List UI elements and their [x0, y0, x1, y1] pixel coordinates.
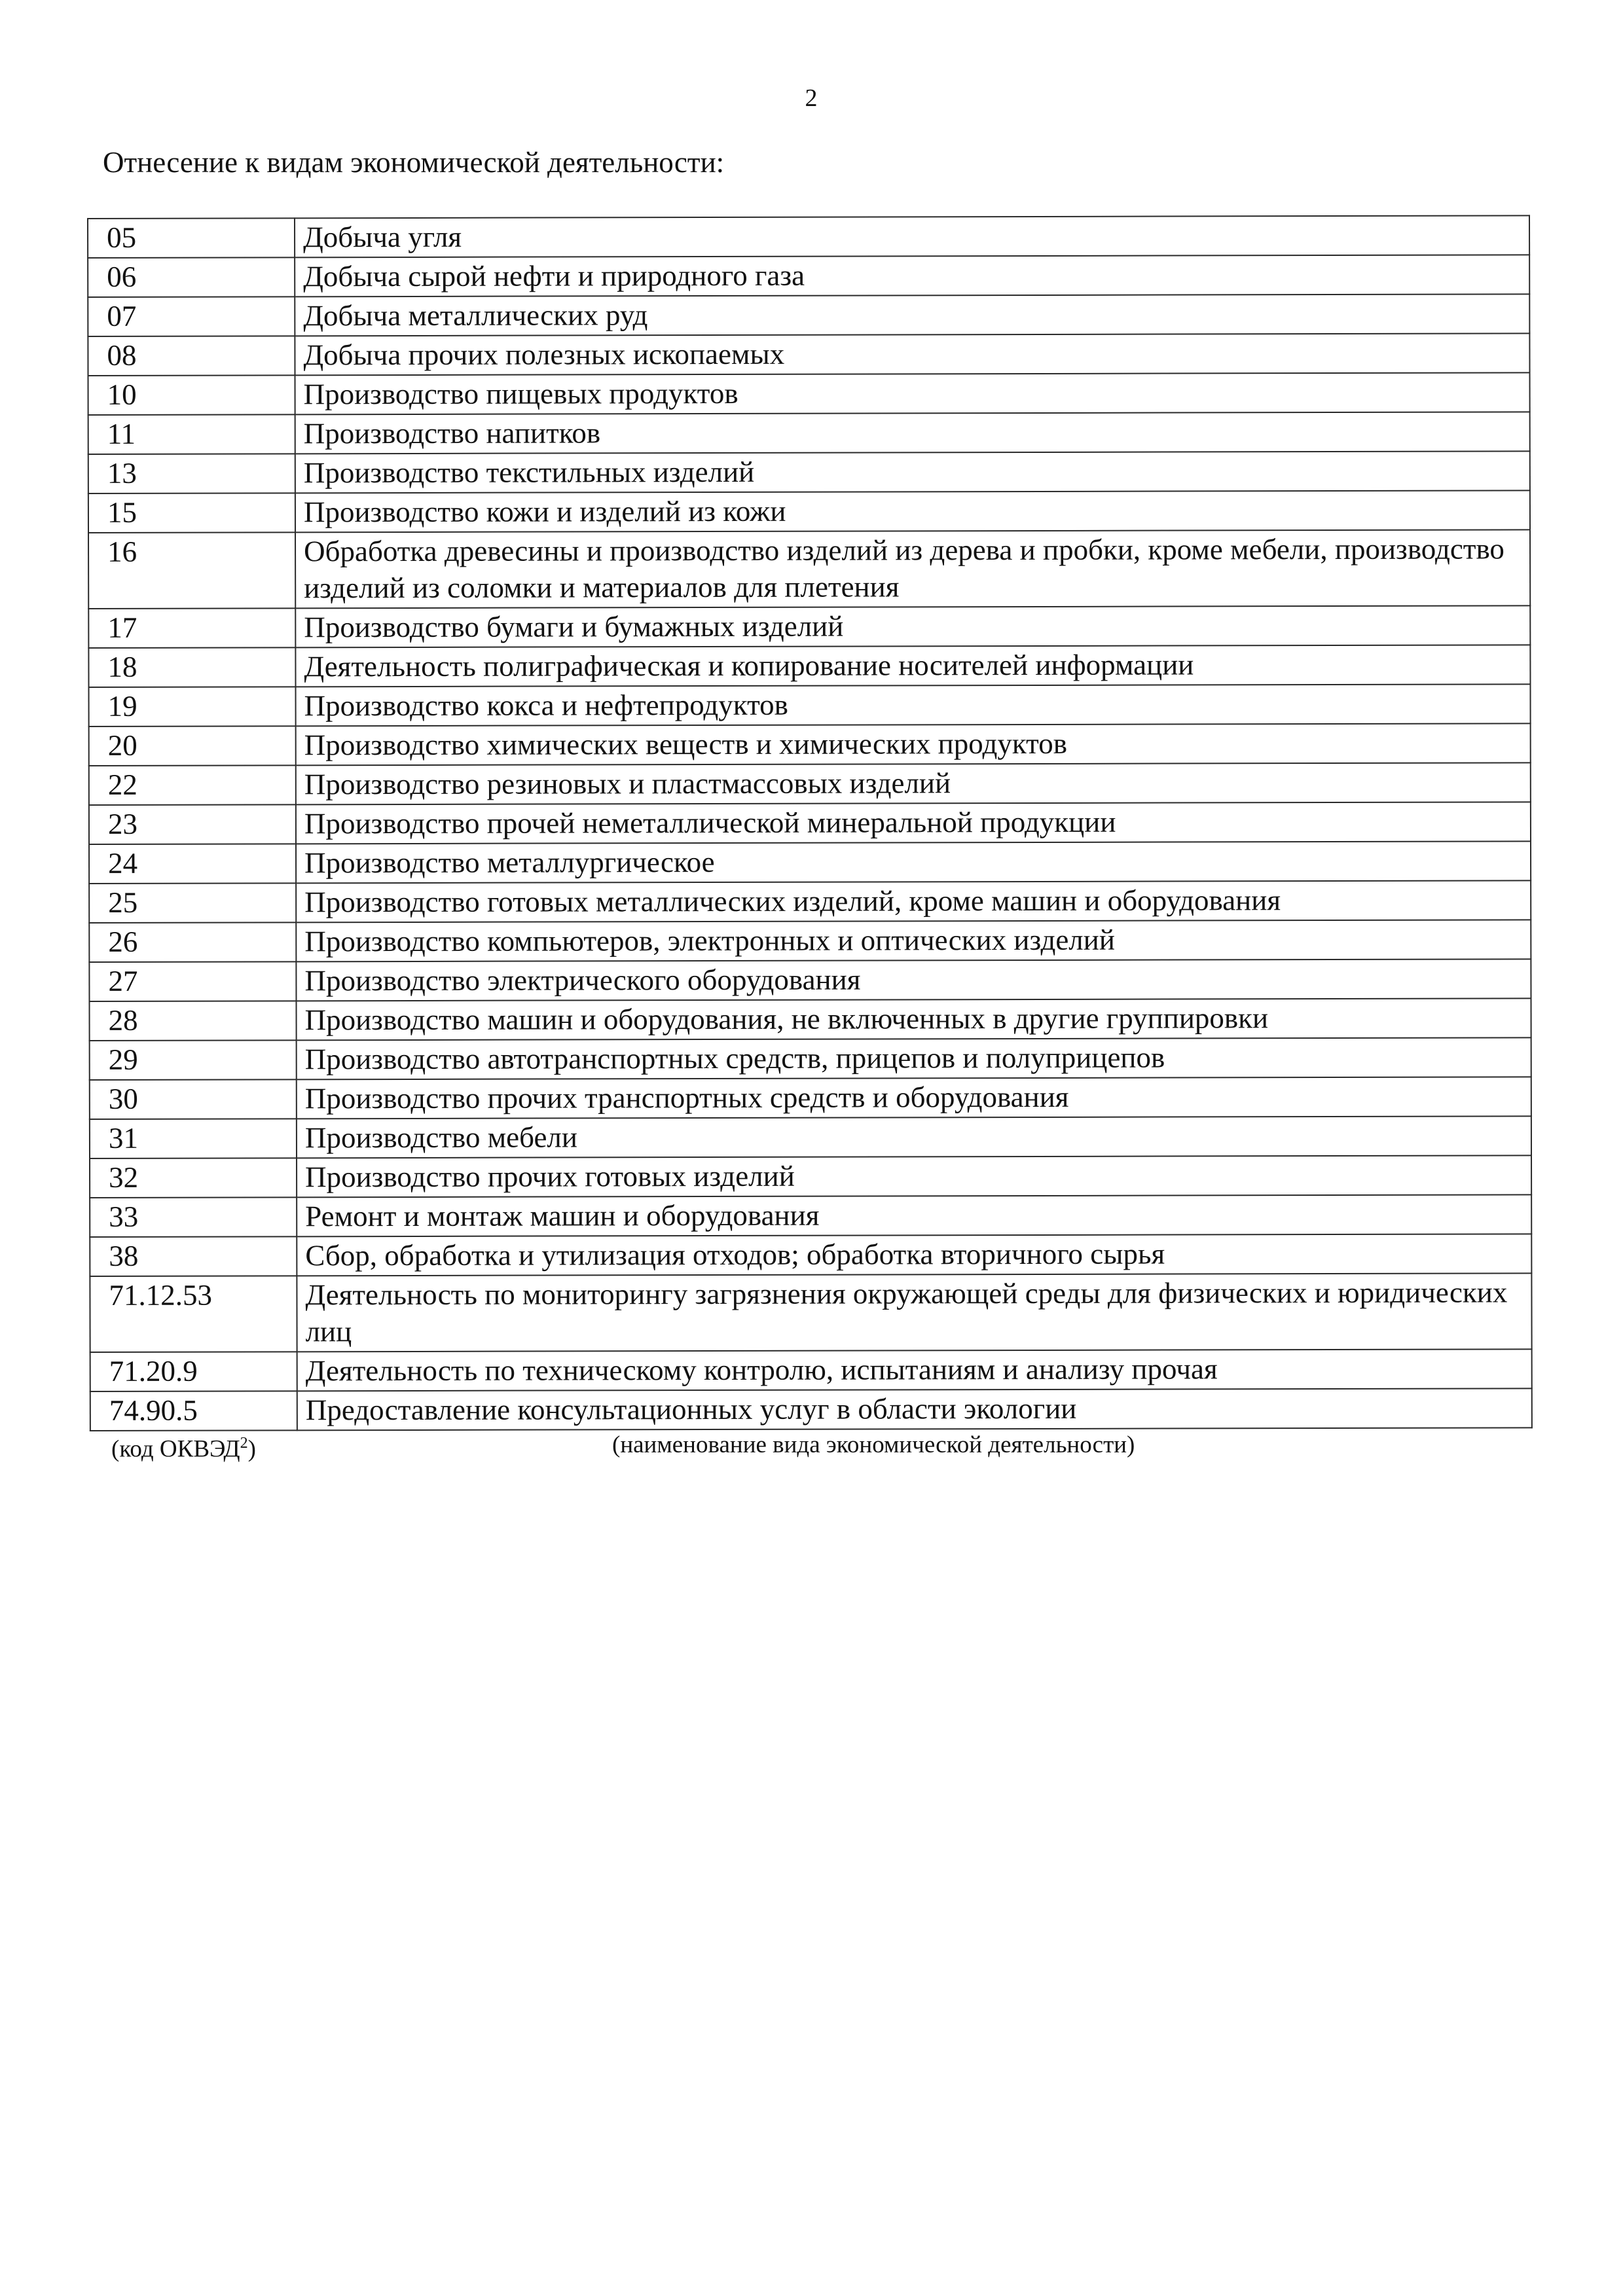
table-row: [90, 1388, 1532, 1431]
activity-name-cell: Производство кокса и нефтепродуктов: [296, 684, 1531, 726]
okved-code-caption-label: (код ОКВЭД: [111, 1435, 240, 1463]
table-row: [88, 372, 1530, 415]
table-row: [89, 684, 1531, 726]
table-row: [88, 333, 1529, 376]
table-row: [88, 605, 1530, 648]
activity-name-cell: Добыча сырой нефти и природного газа: [295, 255, 1529, 296]
activity-name-cell: Сбор, обработка и утилизация отходов; обработка вторичного сырья: [297, 1234, 1531, 1276]
page-number: 2: [805, 84, 818, 112]
okved-code-cell: 16: [88, 532, 295, 609]
activity-name-cell: Производство напитков: [295, 412, 1530, 454]
table-row: [89, 920, 1531, 962]
table-row: [88, 412, 1530, 454]
okved-table: [87, 215, 1533, 1431]
table-row: [89, 880, 1531, 923]
okved-code-cell: 13: [88, 454, 295, 493]
table-row: [88, 451, 1530, 493]
activity-name-cell: Деятельность полиграфическая и копирование носителей информации: [295, 645, 1530, 687]
okved-code-cell: 74.90.5: [90, 1391, 297, 1431]
okved-code-cell: 20: [89, 726, 296, 766]
table-row: [88, 255, 1529, 297]
table-row: [89, 723, 1531, 766]
activity-name-cell: Добыча металлических руд: [295, 294, 1529, 336]
activity-name-cell: Производство химических веществ и химических продуктов: [296, 723, 1531, 765]
activity-name-cell: Производство автотранспортных средств, прицепов и полуприцепов: [297, 1037, 1531, 1079]
table-row: [90, 1037, 1531, 1080]
okved-code-cell: 07: [88, 296, 295, 336]
okved-code-cell: 24: [89, 844, 296, 884]
activity-name-cell: Деятельность по мониторингу загрязнения окружающей среды для физических и юридических лиц: [297, 1273, 1531, 1352]
table-row: [89, 841, 1531, 884]
activity-name-cell: Производство прочих транспортных средств и оборудования: [297, 1077, 1531, 1119]
activity-name-cell: Обработка древесины и производство изделий из дерева и пробки, кроме мебели, производство изделий из соломки и материалов для плетения: [295, 529, 1530, 608]
activity-name-cell: Добыча прочих полезных ископаемых: [295, 333, 1529, 375]
okved-code-cell: 30: [90, 1079, 297, 1119]
activity-name-cell: Ремонт и монтаж машин и оборудования: [297, 1194, 1531, 1236]
okved-code-caption: [111, 1435, 256, 1463]
okved-code-cell: 26: [89, 922, 296, 962]
okved-code-cell: 17: [88, 608, 295, 648]
table-row: [90, 1077, 1531, 1119]
activity-name-cell: Производство машин и оборудования, не включенных в другие группировки: [297, 998, 1531, 1040]
table-row: [90, 1234, 1531, 1276]
table-row: [90, 998, 1531, 1041]
okved-code-cell: 22: [89, 765, 296, 805]
table-row: [89, 762, 1531, 805]
okved-code-cell: 38: [90, 1236, 297, 1276]
okved-code-cell: 10: [88, 375, 295, 415]
okved-code-cell: 23: [89, 804, 296, 844]
table-row: [90, 1116, 1531, 1158]
okved-code-cell: 15: [88, 493, 295, 533]
table-row: [89, 959, 1531, 1001]
activity-name-caption: (наименование вида экономической деятельности): [612, 1431, 1135, 1458]
okved-code-caption-close: ): [247, 1435, 256, 1463]
okved-code-cell: 71.20.9: [90, 1352, 297, 1391]
activity-name-cell: Производство мебели: [297, 1116, 1531, 1158]
activity-name-cell: Производство прочих готовых изделий: [297, 1155, 1531, 1197]
table-row: [88, 215, 1529, 258]
okved-code-cell: 08: [88, 336, 295, 376]
activity-name-cell: Производство компьютеров, электронных и оптических изделий: [296, 920, 1531, 961]
footnote-marker: 2: [240, 1435, 248, 1452]
table-row: [90, 1349, 1532, 1391]
table-row: [90, 1194, 1531, 1237]
table-row: [88, 529, 1530, 609]
activity-name-cell: Производство металлургическое: [296, 841, 1531, 883]
activity-name-cell: Деятельность по техническому контролю, испытаниям и анализу прочая: [297, 1349, 1532, 1391]
table-row: [90, 1273, 1531, 1352]
intro-text: Отнесение к видам экономической деятельности:: [103, 146, 725, 179]
table-row: [88, 645, 1530, 687]
okved-code-cell: 05: [88, 218, 295, 258]
okved-code-cell: 18: [88, 647, 295, 687]
activity-name-cell: Добыча угля: [295, 215, 1529, 257]
activity-name-cell: Производство резиновых и пластмассовых изделий: [296, 762, 1531, 804]
okved-code-cell: 25: [89, 883, 296, 923]
activity-name-cell: Производство бумаги и бумажных изделий: [295, 605, 1530, 647]
table-row: [90, 1155, 1531, 1198]
okved-code-cell: 06: [88, 257, 295, 297]
table-row: [89, 802, 1531, 844]
activity-name-cell: Производство готовых металлических изделий, кроме машин и оборудования: [296, 880, 1531, 922]
activity-name-cell: Производство текстильных изделий: [295, 451, 1530, 493]
okved-code-cell: 29: [90, 1040, 297, 1080]
activity-name-cell: Производство прочей неметаллической минеральной продукции: [296, 802, 1531, 844]
activity-name-cell: Производство электрического оборудования: [296, 959, 1531, 1001]
okved-code-cell: 33: [90, 1197, 297, 1237]
okved-code-cell: 71.12.53: [90, 1276, 297, 1352]
okved-code-cell: 32: [90, 1158, 297, 1198]
okved-code-cell: 31: [90, 1119, 297, 1158]
table-row: [88, 294, 1529, 336]
okved-code-cell: 27: [89, 961, 296, 1001]
activity-name-cell: Производство кожи и изделий из кожи: [295, 490, 1530, 532]
okved-code-cell: 19: [89, 687, 296, 726]
okved-code-cell: 11: [88, 414, 295, 454]
okved-code-cell: 28: [90, 1001, 297, 1041]
table-row: [88, 490, 1530, 533]
activity-name-cell: Предоставление консультационных услуг в области экологии: [297, 1388, 1532, 1430]
activity-name-cell: Производство пищевых продуктов: [295, 372, 1530, 414]
